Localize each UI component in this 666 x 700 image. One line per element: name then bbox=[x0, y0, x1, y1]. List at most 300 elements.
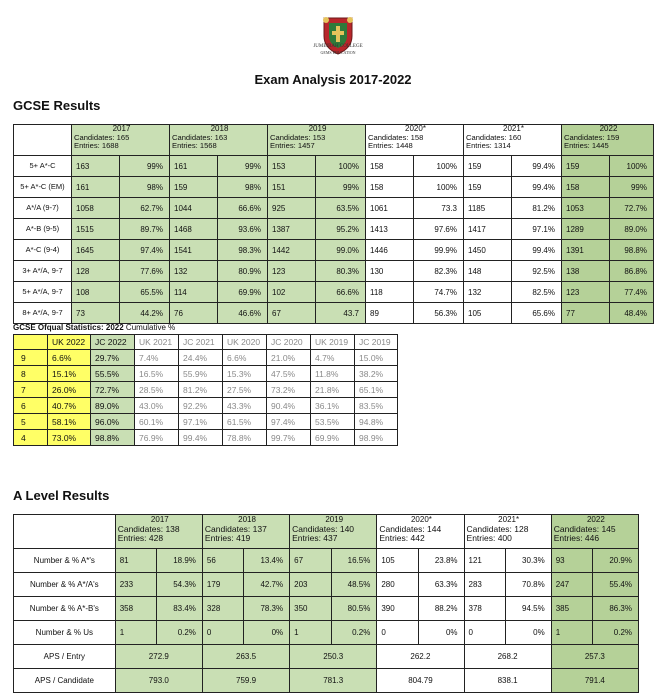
ofqual-grade-label: 6 bbox=[14, 398, 48, 414]
gcse-results-table bbox=[13, 124, 654, 324]
gcse-year-label: 2018 bbox=[210, 124, 229, 133]
ofqual-cell: 28.5% bbox=[135, 382, 179, 398]
alevel-aps-cell: 781.3 bbox=[290, 669, 377, 693]
gcse-cell: 1053 bbox=[562, 198, 610, 219]
alevel-cell: 0.2% bbox=[593, 621, 639, 645]
ofqual-header-cell: JC 2020 bbox=[267, 335, 311, 350]
alevel-cell: 121 bbox=[464, 549, 506, 573]
gcse-cell: 81.2% bbox=[512, 198, 562, 219]
ofqual-caption-rest: Cumulative % bbox=[123, 323, 176, 332]
gcse-cell: 925 bbox=[268, 198, 316, 219]
gcse-cell: 69.9% bbox=[218, 282, 268, 303]
gcse-cell: 114 bbox=[170, 282, 218, 303]
alevel-cell: 88.2% bbox=[418, 597, 464, 621]
alevel-row bbox=[14, 573, 639, 597]
gcse-cell: 123 bbox=[562, 282, 610, 303]
alevel-cell: 105 bbox=[377, 549, 419, 573]
alevel-cell: 23.8% bbox=[418, 549, 464, 573]
ofqual-cell: 60.1% bbox=[135, 414, 179, 430]
college-name-text: JUMEIRAH COLLEGE bbox=[313, 44, 363, 49]
alevel-cell: 350 bbox=[290, 597, 332, 621]
ofqual-cell: 16.5% bbox=[135, 366, 179, 382]
ofqual-cell: 40.7% bbox=[48, 398, 91, 414]
gcse-row-label: 5+ A*/A, 9-7 bbox=[14, 282, 72, 303]
gcse-cell: 65.5% bbox=[120, 282, 170, 303]
gcse-cell: 82.5% bbox=[512, 282, 562, 303]
gcse-cell: 56.3% bbox=[414, 303, 464, 324]
alevel-year-label: 2018 bbox=[238, 515, 256, 524]
gcse-cell: 97.4% bbox=[120, 240, 170, 261]
gcse-cell: 118 bbox=[366, 282, 414, 303]
alevel-entries: Entries: 437 bbox=[292, 533, 338, 543]
alevel-cell: 233 bbox=[115, 573, 157, 597]
ofqual-cell: 43.3% bbox=[223, 398, 267, 414]
gcse-year-header bbox=[366, 125, 464, 156]
gcse-candidates: Candidates: 153 bbox=[270, 132, 326, 142]
gcse-cell: 159 bbox=[170, 177, 218, 198]
gcse-year-header bbox=[72, 125, 170, 156]
ofqual-cell: 15.3% bbox=[223, 366, 267, 382]
ofqual-cell: 26.0% bbox=[48, 382, 91, 398]
ofqual-cell: 11.8% bbox=[311, 366, 355, 382]
gcse-entries: Entries: 1445 bbox=[564, 141, 609, 150]
gcse-cell: 99.4% bbox=[512, 177, 562, 198]
ofqual-cell: 97.4% bbox=[267, 414, 311, 430]
gcse-cell: 1446 bbox=[366, 240, 414, 261]
alevel-aps-cell: 793.0 bbox=[115, 669, 202, 693]
gcse-cell: 1450 bbox=[464, 240, 512, 261]
gcse-year-header bbox=[268, 125, 366, 156]
alevel-cell: 81 bbox=[115, 549, 157, 573]
ofqual-cell: 7.4% bbox=[135, 350, 179, 366]
ofqual-cell: 61.5% bbox=[223, 414, 267, 430]
gcse-cell: 99% bbox=[610, 177, 654, 198]
gcse-cell: 73 bbox=[72, 303, 120, 324]
gcse-cell: 73.3 bbox=[414, 198, 464, 219]
gcse-heading: GCSE Results bbox=[13, 98, 101, 113]
gcse-cell: 86.8% bbox=[610, 261, 654, 282]
gcse-cell: 62.7% bbox=[120, 198, 170, 219]
gcse-row-label: A*-B (9-5) bbox=[14, 219, 72, 240]
alevel-cell: 13.4% bbox=[244, 549, 290, 573]
alevel-cell: 179 bbox=[202, 573, 244, 597]
gcse-row bbox=[14, 282, 654, 303]
ofqual-cell: 97.1% bbox=[179, 414, 223, 430]
gcse-cell: 163 bbox=[72, 156, 120, 177]
ofqual-cell: 76.9% bbox=[135, 430, 179, 446]
alevel-cell: 80.5% bbox=[331, 597, 377, 621]
ofqual-cell: 58.1% bbox=[48, 414, 91, 430]
gcse-row bbox=[14, 198, 654, 219]
alevel-year-header bbox=[115, 515, 202, 549]
alevel-year-header bbox=[551, 515, 638, 549]
alevel-entries: Entries: 419 bbox=[204, 533, 251, 543]
gcse-cell: 77.6% bbox=[120, 261, 170, 282]
gcse-row-label: 5+ A*-C bbox=[14, 156, 72, 177]
ofqual-cell: 36.1% bbox=[311, 398, 355, 414]
alevel-aps-cell: 262.2 bbox=[377, 645, 464, 669]
alevel-corner-cell bbox=[14, 515, 116, 549]
alevel-cell: 283 bbox=[464, 573, 506, 597]
alevel-aps-cell: 791.4 bbox=[551, 669, 638, 693]
alevel-cell: 378 bbox=[464, 597, 506, 621]
gcse-cell: 74.7% bbox=[414, 282, 464, 303]
gcse-row-label: 3+ A*/A, 9-7 bbox=[14, 261, 72, 282]
alevel-aps-cell: 272.9 bbox=[115, 645, 202, 669]
gcse-cell: 44.2% bbox=[120, 303, 170, 324]
alevel-entries: Entries: 442 bbox=[379, 533, 425, 543]
alevel-cell: 55.4% bbox=[593, 573, 639, 597]
gcse-row bbox=[14, 219, 654, 240]
alevel-cell: 0 bbox=[202, 621, 244, 645]
gcse-cell: 80.9% bbox=[218, 261, 268, 282]
gcse-cell: 161 bbox=[170, 156, 218, 177]
ofqual-cell: 65.1% bbox=[355, 382, 398, 398]
ofqual-row bbox=[14, 350, 398, 366]
gcse-cell: 46.6% bbox=[218, 303, 268, 324]
ofqual-cell: 15.0% bbox=[355, 350, 398, 366]
gcse-row-label: A*/A (9-7) bbox=[14, 198, 72, 219]
alevel-candidates: Candidates: 137 bbox=[204, 523, 267, 534]
gcse-row-label: 5+ A*-C (EM) bbox=[14, 177, 72, 198]
alevel-year-label: 2017 bbox=[150, 515, 169, 524]
gcse-candidates: Candidates: 158 bbox=[368, 132, 424, 142]
gcse-cell: 102 bbox=[268, 282, 316, 303]
alevel-cell: 1 bbox=[115, 621, 157, 645]
ofqual-cell: 98.8% bbox=[91, 430, 135, 446]
alevel-cell: 86.3% bbox=[593, 597, 639, 621]
ofqual-header-cell: UK 2021 bbox=[135, 335, 179, 350]
ofqual-header-cell: UK 2020 bbox=[223, 335, 267, 350]
ofqual-cell: 72.7% bbox=[91, 382, 135, 398]
alevel-aps-cell: 804.79 bbox=[377, 669, 464, 693]
gcse-row bbox=[14, 177, 654, 198]
alevel-cell: 78.3% bbox=[244, 597, 290, 621]
ofqual-cell: 78.8% bbox=[223, 430, 267, 446]
ofqual-cell: 94.8% bbox=[355, 414, 398, 430]
ofqual-cell: 21.0% bbox=[267, 350, 311, 366]
gcse-cell: 1541 bbox=[170, 240, 218, 261]
alevel-cell: 247 bbox=[551, 573, 593, 597]
gcse-cell: 100% bbox=[316, 156, 366, 177]
gcse-cell: 130 bbox=[366, 261, 414, 282]
gcse-entries: Entries: 1448 bbox=[368, 141, 413, 150]
gcse-cell: 89.0% bbox=[610, 219, 654, 240]
alevel-cell: 42.7% bbox=[244, 573, 290, 597]
gcse-cell: 1061 bbox=[366, 198, 414, 219]
alevel-cell: 0.2% bbox=[157, 621, 203, 645]
gcse-candidates: Candidates: 159 bbox=[564, 132, 620, 142]
alevel-aps-cell: 838.1 bbox=[464, 669, 551, 693]
alevel-aps-row bbox=[14, 645, 639, 669]
alevel-cell: 385 bbox=[551, 597, 593, 621]
gcse-cell: 148 bbox=[464, 261, 512, 282]
ofqual-cell: 29.7% bbox=[91, 350, 135, 366]
alevel-aps-cell: 759.9 bbox=[202, 669, 289, 693]
gcse-cell: 72.7% bbox=[610, 198, 654, 219]
alevel-cell: 20.9% bbox=[593, 549, 639, 573]
ofqual-cell: 69.9% bbox=[311, 430, 355, 446]
gcse-cell: 98% bbox=[120, 177, 170, 198]
gcse-year-label: 2020* bbox=[405, 124, 426, 133]
ofqual-cell: 24.4% bbox=[179, 350, 223, 366]
ofqual-cell: 92.2% bbox=[179, 398, 223, 414]
gcse-row bbox=[14, 261, 654, 282]
ofqual-caption-bold: GCSE Ofqual Statistics: 2022 bbox=[13, 323, 124, 332]
gcse-year-header bbox=[464, 125, 562, 156]
ofqual-stats-table bbox=[13, 334, 398, 446]
gcse-cell: 158 bbox=[562, 177, 610, 198]
gcse-cell: 132 bbox=[170, 261, 218, 282]
alevel-year-header bbox=[377, 515, 464, 549]
ofqual-cell: 6.6% bbox=[223, 350, 267, 366]
alevel-cell: 56 bbox=[202, 549, 244, 573]
alevel-cell: 54.3% bbox=[157, 573, 203, 597]
alevel-cell: 0% bbox=[244, 621, 290, 645]
alevel-cell: 70.8% bbox=[506, 573, 552, 597]
gcse-cell: 97.1% bbox=[512, 219, 562, 240]
alevel-cell: 0 bbox=[377, 621, 419, 645]
alevel-cell: 18.9% bbox=[157, 549, 203, 573]
gcse-cell: 1417 bbox=[464, 219, 512, 240]
gcse-cell: 66.6% bbox=[218, 198, 268, 219]
alevel-cell: 67 bbox=[290, 549, 332, 573]
gcse-cell: 1185 bbox=[464, 198, 512, 219]
gcse-cell: 82.3% bbox=[414, 261, 464, 282]
gcse-year-label: 2017 bbox=[112, 124, 131, 133]
gcse-cell: 48.4% bbox=[610, 303, 654, 324]
gcse-corner-cell bbox=[14, 125, 72, 156]
gcse-cell: 99% bbox=[218, 156, 268, 177]
gcse-cell: 123 bbox=[268, 261, 316, 282]
alevel-cell: 280 bbox=[377, 573, 419, 597]
gcse-cell: 1391 bbox=[562, 240, 610, 261]
ofqual-header-cell: UK 2022 bbox=[48, 335, 91, 350]
alevel-cell: 328 bbox=[202, 597, 244, 621]
alevel-candidates: Candidates: 145 bbox=[553, 523, 616, 534]
alevel-aps-cell: 257.3 bbox=[551, 645, 638, 669]
gcse-cell: 77.4% bbox=[610, 282, 654, 303]
gcse-cell: 159 bbox=[464, 156, 512, 177]
gcse-cell: 161 bbox=[72, 177, 120, 198]
page-title: Exam Analysis 2017-2022 bbox=[254, 72, 412, 87]
gcse-cell: 158 bbox=[366, 156, 414, 177]
ofqual-cell: 53.5% bbox=[311, 414, 355, 430]
alevel-cell: 48.5% bbox=[331, 573, 377, 597]
alevel-cell: 0.2% bbox=[331, 621, 377, 645]
ofqual-header-cell: JC 2022 bbox=[91, 335, 135, 350]
gcse-year-header bbox=[562, 125, 654, 156]
gcse-cell: 77 bbox=[562, 303, 610, 324]
gcse-cell: 151 bbox=[268, 177, 316, 198]
ofqual-grade-label: 4 bbox=[14, 430, 48, 446]
gcse-cell: 153 bbox=[268, 156, 316, 177]
alevel-cell: 1 bbox=[290, 621, 332, 645]
alevel-cell: 83.4% bbox=[157, 597, 203, 621]
gcse-cell: 100% bbox=[414, 177, 464, 198]
ofqual-cell: 89.0% bbox=[91, 398, 135, 414]
gcse-cell: 89.7% bbox=[120, 219, 170, 240]
alevel-heading: A Level Results bbox=[13, 488, 110, 503]
gcse-cell: 1044 bbox=[170, 198, 218, 219]
gcse-cell: 1645 bbox=[72, 240, 120, 261]
alevel-aps-cell: 263.5 bbox=[202, 645, 289, 669]
alevel-entries: Entries: 428 bbox=[117, 533, 164, 543]
ofqual-row bbox=[14, 366, 398, 382]
ofqual-cell: 96.0% bbox=[91, 414, 135, 430]
ofqual-cell: 6.6% bbox=[48, 350, 91, 366]
gcse-year-header bbox=[170, 125, 268, 156]
gcse-cell: 99% bbox=[316, 177, 366, 198]
gcse-cell: 95.2% bbox=[316, 219, 366, 240]
ofqual-row bbox=[14, 382, 398, 398]
ofqual-cell: 99.4% bbox=[179, 430, 223, 446]
ofqual-cell: 55.5% bbox=[91, 366, 135, 382]
gcse-header-row bbox=[14, 125, 654, 156]
ofqual-cell: 81.2% bbox=[179, 382, 223, 398]
gcse-cell: 128 bbox=[72, 261, 120, 282]
ofqual-cell: 43.0% bbox=[135, 398, 179, 414]
alevel-year-label: 2022 bbox=[586, 515, 605, 524]
alevel-year-label: 2019 bbox=[325, 515, 344, 524]
gcse-cell: 158 bbox=[366, 177, 414, 198]
gcse-year-label: 2019 bbox=[308, 124, 327, 133]
gcse-cell: 67 bbox=[268, 303, 316, 324]
alevel-entries: Entries: 446 bbox=[553, 533, 600, 543]
gcse-cell: 98.3% bbox=[218, 240, 268, 261]
ofqual-cell: 47.5% bbox=[267, 366, 311, 382]
gcse-cell: 92.5% bbox=[512, 261, 562, 282]
gcse-cell: 159 bbox=[562, 156, 610, 177]
alevel-cell: 16.5% bbox=[331, 549, 377, 573]
gcse-cell: 138 bbox=[562, 261, 610, 282]
ofqual-grade-label: 5 bbox=[14, 414, 48, 430]
gcse-row-label: 8+ A*/A, 9-7 bbox=[14, 303, 72, 324]
gcse-cell: 100% bbox=[610, 156, 654, 177]
alevel-aps-label: APS / Entry bbox=[14, 645, 116, 669]
gcse-entries: Entries: 1568 bbox=[172, 141, 217, 150]
alevel-aps-row bbox=[14, 669, 639, 693]
alevel-cell: 1 bbox=[551, 621, 593, 645]
alevel-cell: 358 bbox=[115, 597, 157, 621]
alevel-cell: 63.3% bbox=[418, 573, 464, 597]
gcse-year-label: 2021* bbox=[503, 124, 524, 133]
gcse-cell: 99.4% bbox=[512, 240, 562, 261]
alevel-row-label: Number & % A*'s bbox=[14, 549, 116, 573]
gcse-entries: Entries: 1457 bbox=[270, 141, 315, 150]
gcse-cell: 76 bbox=[170, 303, 218, 324]
ofqual-cell: 27.5% bbox=[223, 382, 267, 398]
alevel-cell: 0% bbox=[506, 621, 552, 645]
ofqual-row bbox=[14, 414, 398, 430]
alevel-row bbox=[14, 621, 639, 645]
gcse-cell: 80.3% bbox=[316, 261, 366, 282]
gcse-cell: 1515 bbox=[72, 219, 120, 240]
ofqual-header-cell: JC 2019 bbox=[355, 335, 398, 350]
ofqual-cell: 98.9% bbox=[355, 430, 398, 446]
gcse-candidates: Candidates: 165 bbox=[74, 132, 130, 142]
gcse-row bbox=[14, 156, 654, 177]
alevel-cell: 203 bbox=[290, 573, 332, 597]
ofqual-cell: 73.2% bbox=[267, 382, 311, 398]
college-name bbox=[290, 44, 386, 56]
gcse-cell: 98.8% bbox=[610, 240, 654, 261]
gcse-cell: 63.5% bbox=[316, 198, 366, 219]
gcse-entries: Entries: 1688 bbox=[74, 141, 119, 150]
college-crest-logo bbox=[318, 14, 358, 64]
ofqual-grade-label: 8 bbox=[14, 366, 48, 382]
alevel-row-label: Number & % Us bbox=[14, 621, 116, 645]
alevel-year-header bbox=[202, 515, 289, 549]
gcse-cell: 1289 bbox=[562, 219, 610, 240]
ofqual-row bbox=[14, 398, 398, 414]
gcse-cell: 89 bbox=[366, 303, 414, 324]
ofqual-cell: 55.9% bbox=[179, 366, 223, 382]
alevel-aps-cell: 250.3 bbox=[290, 645, 377, 669]
alevel-aps-cell: 268.2 bbox=[464, 645, 551, 669]
ofqual-cell: 15.1% bbox=[48, 366, 91, 382]
alevel-year-header bbox=[290, 515, 377, 549]
gcse-cell: 99.4% bbox=[512, 156, 562, 177]
alevel-cell: 30.3% bbox=[506, 549, 552, 573]
alevel-entries: Entries: 400 bbox=[466, 533, 512, 543]
alevel-candidates: Candidates: 144 bbox=[379, 523, 442, 534]
gcse-row bbox=[14, 303, 654, 324]
ofqual-row bbox=[14, 430, 398, 446]
gcse-cell: 108 bbox=[72, 282, 120, 303]
ofqual-cell: 73.0% bbox=[48, 430, 91, 446]
alevel-cell: 390 bbox=[377, 597, 419, 621]
alevel-cell: 0% bbox=[418, 621, 464, 645]
gcse-cell: 99% bbox=[120, 156, 170, 177]
alevel-cell: 0 bbox=[464, 621, 506, 645]
gcse-cell: 1442 bbox=[268, 240, 316, 261]
gcse-candidates: Candidates: 163 bbox=[172, 132, 228, 142]
gcse-cell: 93.6% bbox=[218, 219, 268, 240]
gcse-cell: 159 bbox=[464, 177, 512, 198]
gcse-cell: 65.6% bbox=[512, 303, 562, 324]
alevel-header-row bbox=[14, 515, 639, 549]
alevel-cell: 94.5% bbox=[506, 597, 552, 621]
ofqual-cell: 4.7% bbox=[311, 350, 355, 366]
gcse-cell: 98% bbox=[218, 177, 268, 198]
gcse-cell: 43.7 bbox=[316, 303, 366, 324]
gcse-row-label: A*-C (9-4) bbox=[14, 240, 72, 261]
ofqual-header-cell: JC 2021 bbox=[179, 335, 223, 350]
ofqual-cell: 21.8% bbox=[311, 382, 355, 398]
gcse-candidates: Candidates: 160 bbox=[466, 132, 522, 142]
gcse-cell: 1058 bbox=[72, 198, 120, 219]
gcse-cell: 132 bbox=[464, 282, 512, 303]
alevel-row bbox=[14, 597, 639, 621]
alevel-aps-label: APS / Candidate bbox=[14, 669, 116, 693]
alevel-row bbox=[14, 549, 639, 573]
alevel-results-table bbox=[13, 514, 639, 693]
ofqual-cell: 90.4% bbox=[267, 398, 311, 414]
gcse-cell: 1468 bbox=[170, 219, 218, 240]
alevel-row-label: Number & % A*/A's bbox=[14, 573, 116, 597]
gcse-cell: 66.6% bbox=[316, 282, 366, 303]
alevel-candidates: Candidates: 138 bbox=[117, 523, 180, 534]
ofqual-cell: 99.7% bbox=[267, 430, 311, 446]
ofqual-grade-label: 9 bbox=[14, 350, 48, 366]
gcse-cell: 99.0% bbox=[316, 240, 366, 261]
gcse-year-label: 2022 bbox=[599, 124, 618, 133]
alevel-year-label: 2020* bbox=[410, 515, 432, 524]
ofqual-cell: 38.2% bbox=[355, 366, 398, 382]
ofqual-grade-label: 7 bbox=[14, 382, 48, 398]
gcse-cell: 100% bbox=[414, 156, 464, 177]
